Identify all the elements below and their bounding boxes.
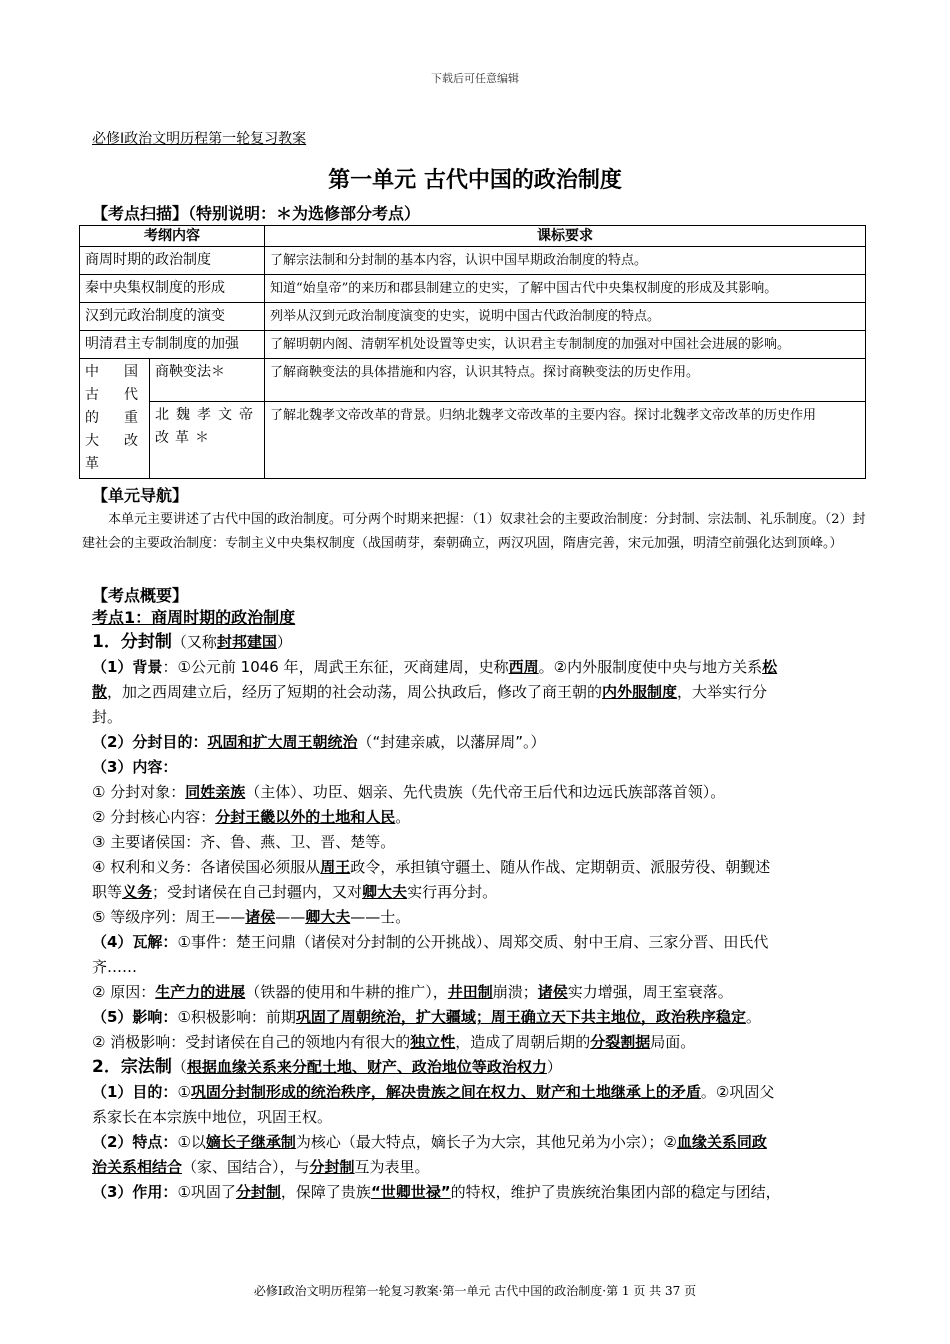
text-line: ④ 权利和义务：各诸侯国必须服从周王政令，承担镇守疆土、随从作战、定期朝贡、派服劳役、朝觐述 <box>92 858 771 876</box>
text-line: 职等义务；受封诸侯在自己封疆内，又对卿大夫实行再分封。 <box>92 883 498 901</box>
topic-cell: 秦中央集权制度的形成 <box>80 275 265 303</box>
col-header-content: 考纲内容 <box>80 226 265 247</box>
table-row <box>80 331 866 359</box>
requirement-cell: 列举从汉到元政治制度演变的史实，说明中国古代政治制度的特点。 <box>265 303 866 331</box>
nav-text: 本单元主要讲述了古代中国的政治制度。可分两个时期来把握：（1）奴隶社会的主要政治制度：分封制、宗法制、礼乐制度。（2）封建社会的主要政治制度：专制主义中央集权制度（战国萌芽，秦朝确立，两汉巩固，隋唐完善，宋元加强，明清空前强化达到顶峰。） <box>82 512 866 551</box>
nav-heading: 【单元导航】 <box>92 486 189 505</box>
page-footer: 必修Ⅰ政治文明历程第一轮复习教案·第一单元 古代中国的政治制度·第 1 页 共 37 页 <box>253 1284 697 1298</box>
text-line: ② 原因：生产力的进展（铁器的使用和牛耕的推广），井田制崩溃；诸侯实力增强，周王室衰落。 <box>92 983 733 1001</box>
topic-cell: 汉到元政治制度的演变 <box>80 303 265 331</box>
text-line: （5）影响：①积极影响：前期巩固了周朝统治，扩大疆域；周王确立天下共主地位，政治秩序稳定。 <box>92 1008 761 1026</box>
overview-heading: 【考点概要】 <box>92 586 189 605</box>
text-line: （2）分封目的：巩固和扩大周王朝统治（“封建亲戚，以藩屏周”。） <box>92 733 546 751</box>
unit-title: 第一单元 古代中国的政治制度 <box>328 168 622 193</box>
col-header-requirement: 课标要求 <box>265 226 866 247</box>
requirement-cell: 了解宗法制和分封制的基本内容，认识中国早期政治制度的特点。 <box>265 247 866 275</box>
topic-cell: 商鞅变法＊ <box>150 359 265 402</box>
text-line: 封。 <box>92 708 123 726</box>
requirement-cell: 了解商鞅变法的具体措施和内容，认识其特点。探讨商鞅变法的历史作用。 <box>265 359 866 402</box>
text-line: （3）作用：①巩固了分封制，保障了贵族“世卿世禄”的特权，维护了贵族统治集团内部的稳定与团结， <box>92 1183 781 1201</box>
text-line: （1）背景：①公元前 1046 年，周武王东征，灭商建周，史称西周。②内外服制度使中央与地方关系松 <box>92 658 778 676</box>
requirement-cell: 知道“始皇帝”的来历和郡县制建立的史实，了解中国古代中央集权制度的形成及其影响。 <box>265 275 866 303</box>
table-row <box>80 275 866 303</box>
text-line: （1）目的：①巩固分封制形成的统治秩序，解决贵族之间在权力、财产和土地继承上的矛盾。②巩固父 <box>92 1083 775 1101</box>
text-line: （4）瓦解：①事件：楚王问鼎（诸侯对分封制的公开挑战）、周郑交质、射中王肩、三家分晋、田氏代 <box>92 933 769 951</box>
table-header-row <box>80 226 866 247</box>
table-row <box>80 303 866 331</box>
point1-heading: 考点1：商周时期的政治制度 <box>92 608 296 627</box>
reform-group-cell: 中国古代的重大改革 <box>80 359 150 479</box>
header-note: 下载后可任意编辑 <box>431 72 519 85</box>
text-line: 齐…… <box>92 958 138 976</box>
text-line: ① 分封对象：同姓亲族（主体）、功臣、姻亲、先代贵族（先代帝王后代和边远氏族部落首领）。 <box>92 783 726 801</box>
table-row <box>80 247 866 275</box>
topic-cell: 北魏孝文帝改革＊ <box>150 401 265 478</box>
topic-cell: 商周时期的政治制度 <box>80 247 265 275</box>
table-row <box>80 359 866 402</box>
text-line: 散，加之西周建立后，经历了短期的社会动荡，周公执政后，修改了商王朝的内外服制度，大举实行分 <box>92 683 768 701</box>
text-line: ⑤ 等级序列：周王——诸侯——卿大夫——士。 <box>92 908 411 926</box>
text-line: ② 消极影响：受封诸侯在自己的领地内有很大的独立性，造成了周朝后期的分裂割据局面。 <box>92 1033 696 1051</box>
text-line: （2）特点：①以嫡长子继承制为核心（最大特点，嫡长子为大宗，其他兄弟为小宗）；②血缘关系同政 <box>92 1133 767 1151</box>
scan-heading: 【考点扫描】（特别说明：＊为选修部分考点） <box>92 204 421 223</box>
subsection-fenfeng: 1．分封制（又称封邦建国） <box>92 632 292 652</box>
table-row <box>80 401 866 478</box>
text-line: 治关系相结合（家、国结合），与分封制互为表里。 <box>92 1158 430 1176</box>
requirement-cell: 了解北魏孝文帝改革的背景。归纳北魏孝文帝改革的主要内容。探讨北魏孝文帝改革的历史作用 <box>265 401 866 478</box>
subsection-zongfa: 2．宗法制（根据血缘关系来分配土地、财产、政治地位等政治权力） <box>92 1057 562 1077</box>
topic-cell: 明清君主专制制度的加强 <box>80 331 265 359</box>
requirements-table <box>79 225 866 479</box>
text-line: 系家长在本宗族中地位，巩固王权。 <box>92 1108 333 1126</box>
requirement-cell: 了解明朝内阁、清朝军机处设置等史实，认识君主专制制度的加强对中国社会进展的影响。 <box>265 331 866 359</box>
text-line: ② 分封核心内容：分封王畿以外的土地和人民。 <box>92 808 411 826</box>
text-line: ③ 主要诸侯国：齐、鲁、燕、卫、晋、楚等。 <box>92 833 396 851</box>
text-line: （3）内容： <box>92 758 178 776</box>
doc-title: 必修Ⅰ政治文明历程第一轮复习教案 <box>92 131 307 147</box>
